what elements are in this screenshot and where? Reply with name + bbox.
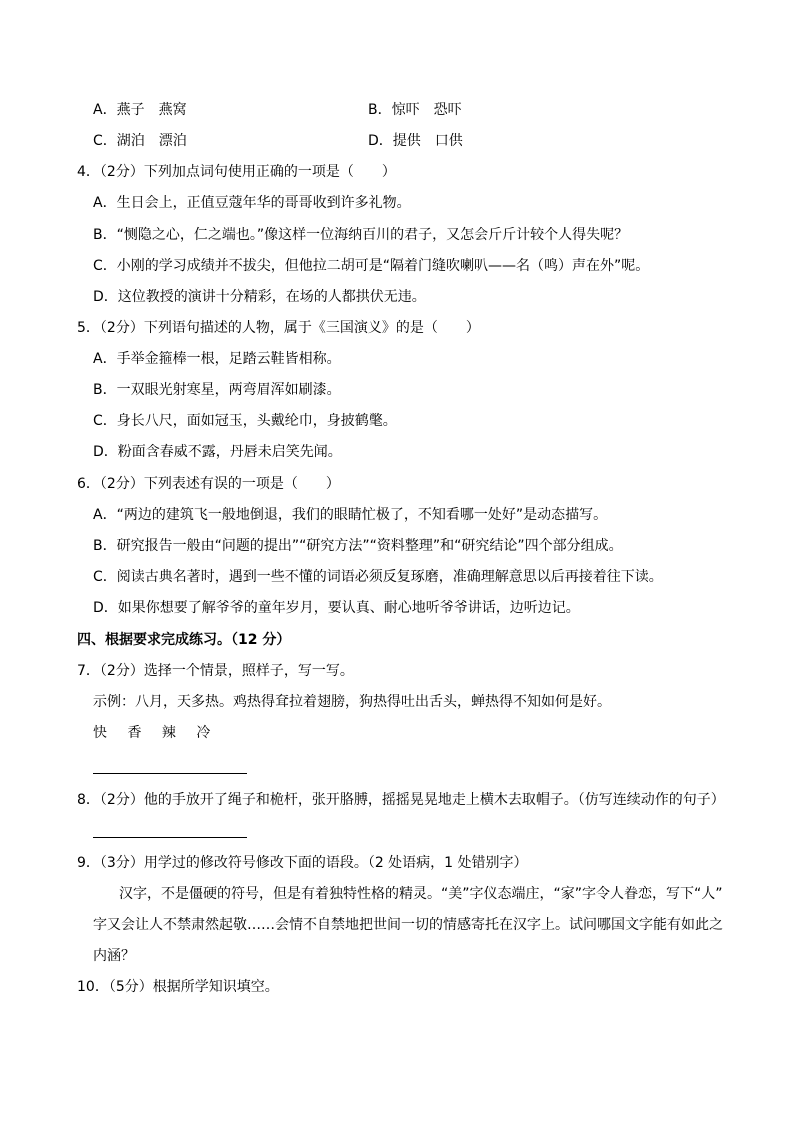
q6-option-a: A．“两边的建筑飞一般地倒退，我们的眼睛忙极了，不知看哪一处好”是动态描写。	[93, 507, 608, 523]
q3-option-d: D．提供 口供	[368, 133, 463, 149]
q5-option-a: A．手举金箍棒一根，足踏云鞋皆相称。	[93, 351, 341, 367]
q7-stem: 7．（2分）选择一个情景，照样子，写一写。	[77, 663, 354, 679]
q9-paragraph-line-3: 内涵？	[93, 948, 135, 964]
q9-paragraph-line-1: 汉字，不是僵硬的符号，但是有着独特性格的精灵。“美”字仪态端庄，“家”字令人眷恋，写下“人”	[119, 886, 723, 902]
q7-choices: 快 香 辣 冷	[93, 725, 219, 741]
q3-option-b: B．惊吓 恐吓	[368, 102, 462, 118]
q9-stem: 9．（3分）用学过的修改符号修改下面的语段。（2 处语病，1 处错别字）	[77, 855, 528, 871]
q7-answer-blank[interactable]	[93, 773, 247, 774]
q7-example: 示例：八月，天多热。鸡热得耷拉着翅膀，狗热得吐出舌头，蝉热得不知如何是好。	[93, 694, 611, 710]
q5-option-d: D．粉面含春威不露，丹唇未启笑先闻。	[93, 444, 342, 460]
q9-paragraph-line-2: 字又会让人不禁肃然起敬……会情不自禁地把世间一切的情感寄托在汉字上。试问哪国文字能有如此之	[93, 917, 723, 933]
q6-option-b: B．研究报告一般由“问题的提出”“研究方法”“资料整理”和“研究结论”四个部分组成。	[93, 538, 623, 554]
q5-stem: 5．（2分）下列语句描述的人物，属于《三国演义》的是（ ）	[77, 320, 480, 336]
q3-option-c: C．湖泊 漂泊	[93, 133, 187, 149]
q3-option-a: A．燕子 燕窝	[93, 102, 187, 118]
q4-stem: 4．（2分）下列加点词句使用正确的一项是（ ）	[77, 164, 396, 180]
q4-option-a: A．生日会上，正值豆蔻年华的哥哥收到许多礼物。	[93, 195, 411, 211]
q10-stem: 10．（5分）根据所学知识填空。	[77, 979, 279, 995]
q6-option-d: D．如果你想要了解爷爷的童年岁月，要认真、耐心地听爷爷讲话，边听边记。	[93, 600, 580, 616]
q8-stem: 8．（2分）他的手放开了绳子和桅杆，张开胳膊，摇摇晃晃地走上横木去取帽子。（仿写连续动作的句子）	[77, 792, 725, 808]
q6-option-c: C．阅读古典名著时，遇到一些不懂的词语必须反复琢磨，准确理解意思以后再接着往下读。	[93, 569, 663, 585]
q6-stem: 6．（2分）下列表述有误的一项是（ ）	[77, 476, 340, 492]
q4-option-b: B．“恻隐之心，仁之端也。”像这样一位海纳百川的君子，又怎会斤斤计较个人得失呢？	[93, 227, 629, 243]
q4-option-c: C．小刚的学习成绩并不拔尖，但他拉二胡可是“隔着门缝吹喇叭——名（鸣）声在外”呢。	[93, 258, 650, 274]
q5-option-c: C．身长八尺，面如冠玉，头戴纶巾，身披鹤氅。	[93, 413, 397, 429]
q8-answer-blank[interactable]	[93, 837, 247, 838]
q5-option-b: B．一双眼光射寒星，两弯眉浑如刷漆。	[93, 382, 341, 398]
section-heading: 四、根据要求完成练习。（12 分）	[77, 632, 291, 648]
q4-option-d: D．这位教授的演讲十分精彩，在场的人都拱伏无违。	[93, 289, 426, 305]
